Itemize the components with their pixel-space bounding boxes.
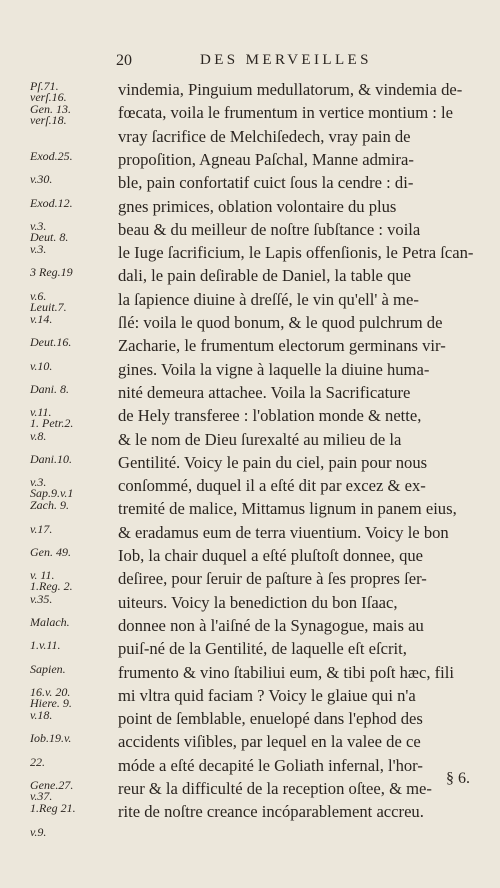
line-text: Gentilité. Voicy le pain du ciel, pain pour nous — [118, 452, 428, 472]
margin-reference-item: v.18. — [30, 708, 53, 723]
margin-reference-item: Hiere. 9. — [30, 695, 72, 710]
margin-reference — [30, 824, 122, 839]
margin-reference — [30, 591, 122, 606]
line-text: point de ſemblable, enuelopé dans l'ephod des — [118, 709, 423, 729]
line-text: beau & du meilleur de noſtre ſubſtance : voila — [118, 219, 421, 239]
line-text: móde a eſté decapité le Goliath infernal, l'hor- — [118, 755, 423, 775]
line-text: vray ſacrifice de Melchiſedech, vray pain de — [118, 126, 411, 146]
margin-reference — [30, 337, 122, 348]
line-text: propoſition, Agneau Paſchal, Manne admira- — [118, 149, 414, 169]
margin-reference — [30, 803, 122, 814]
line-text: de Hely transferee : l'oblation monde & nette, — [118, 406, 422, 426]
margin-reference-item: Sap.9.v.1 — [30, 486, 74, 501]
margin-reference-item: Pſ.71. — [30, 79, 59, 93]
margin-reference-item: v.14. — [30, 312, 53, 326]
margin-reference — [30, 661, 122, 676]
line-text: mi vltra quid faciam ? Voicy le glaiue qui n'a — [118, 685, 416, 705]
line-text: Iob, la chair duquel a eſté pluſtoſt donnee, que — [118, 546, 424, 565]
margin-reference-item: Deut. 8. — [30, 229, 69, 244]
margin-reference-item: Malach. — [30, 614, 70, 629]
line-text: donnee non à l'aiſné de la Synagogue, mais au — [118, 615, 424, 635]
text-line — [0, 754, 500, 779]
margin-reference-item: v.11. — [30, 405, 52, 420]
text-line — [0, 358, 500, 383]
margin-reference — [30, 195, 122, 210]
margin-reference-item: v.37. — [30, 789, 53, 803]
margin-reference-item: verſ.16. — [30, 90, 67, 104]
margin-reference — [30, 244, 122, 255]
margin-reference-item: v.3. — [30, 218, 47, 233]
line-text: frumento & vino ſtabiliui eum, & tibi poſt hæc, fili — [118, 662, 454, 682]
text-line — [0, 544, 500, 569]
margin-reference — [30, 614, 122, 629]
text-line — [0, 451, 500, 476]
text-line — [0, 521, 500, 546]
line-text: puiſ-né de la Gentilité, de laquelle eſt eſcrit, — [118, 639, 407, 659]
text-line — [0, 637, 500, 662]
margin-reference-item: v.8. — [30, 428, 47, 443]
margin-reference-item: verſ.18. — [30, 113, 67, 128]
text-line — [0, 148, 500, 173]
page-header — [0, 48, 500, 76]
text-line — [0, 730, 500, 755]
margin-reference — [30, 381, 122, 396]
margin-reference — [30, 148, 122, 163]
margin-reference-item: Leuit.7. — [30, 299, 67, 314]
margin-reference — [30, 570, 122, 592]
margin-reference-item: v.9. — [30, 824, 47, 839]
text-line — [0, 614, 500, 639]
margin-reference-item: Sapien. — [30, 661, 66, 676]
line-text: gines. Voila la vigne à laquelle la diuine huma- — [118, 359, 430, 379]
line-text: & le nom de Dieu ſurexalté au milieu de la — [118, 429, 402, 449]
margin-reference — [30, 500, 122, 511]
line-text: rite de noſtre creance incóparablement accreu. — [118, 802, 424, 822]
margin-reference — [30, 684, 122, 710]
line-text: Zacharie, le frumentum electorum germinans vir- — [118, 336, 446, 356]
margin-reference — [30, 104, 122, 126]
margin-reference — [30, 81, 122, 103]
line-text: conſommé, duquel il a eſté dit par excez & ex- — [118, 476, 426, 496]
line-text: deſiree, pour ſeruir de paſture à ſes propres ſer- — [118, 569, 427, 589]
margin-reference — [30, 547, 122, 558]
margin-reference-item: 1.Reg. 2. — [30, 579, 73, 594]
margin-reference — [30, 174, 122, 185]
margin-reference — [30, 640, 122, 651]
margin-reference-item: Iob.19.v. — [30, 731, 72, 746]
margin-reference — [30, 314, 122, 325]
line-text: fœcata, voila le frumentum in vertice montium : le — [118, 103, 453, 123]
margin-reference — [30, 780, 122, 802]
margin-reference-item: v.3. — [30, 242, 47, 257]
text-line — [0, 101, 500, 126]
line-text: reur & la difficulté de la reception oſtee, & me- — [118, 779, 432, 798]
margin-reference-item: 22. — [30, 754, 45, 769]
margin-reference — [30, 451, 122, 466]
text-line — [0, 171, 500, 196]
margin-reference-item: v.3. — [30, 475, 47, 490]
text-line — [0, 567, 500, 592]
margin-reference-item: 3 Reg.19 — [30, 265, 73, 280]
margin-reference — [30, 477, 122, 499]
text-line — [0, 334, 500, 359]
text-line — [0, 428, 500, 453]
margin-reference-item: v.35. — [30, 591, 53, 606]
text-line — [0, 591, 500, 616]
margin-reference-item: 1. Petr.2. — [30, 416, 74, 431]
margin-reference — [30, 710, 122, 721]
margin-reference — [30, 218, 122, 244]
text-line — [0, 661, 500, 686]
text-line — [0, 311, 500, 336]
text-line — [0, 195, 500, 220]
margin-reference-item: Gen. 49. — [30, 545, 71, 559]
text-line — [0, 125, 500, 150]
text-line — [0, 218, 500, 243]
margin-reference — [30, 733, 122, 744]
margin-reference-item: v.30. — [30, 172, 53, 187]
text-line — [0, 800, 500, 825]
margin-reference — [30, 754, 122, 769]
margin-reference-item: Dani. 8. — [30, 381, 69, 396]
text-line — [0, 824, 500, 849]
line-text: vindemia, Pinguium medullatorum, & vindemia de- — [118, 80, 463, 99]
margin-reference-item: v.6. — [30, 288, 47, 303]
margin-reference — [30, 288, 122, 314]
line-text: la ſapience diuine à dreſſé, le vin qu'ell' à me- — [118, 289, 419, 309]
text-line — [0, 777, 500, 802]
text-line — [0, 474, 500, 499]
margin-reference-item: 1.v.11. — [30, 638, 61, 653]
margin-reference-item: Deut.16. — [30, 335, 72, 350]
running-title: DES MERVEILLES — [200, 52, 372, 68]
line-text: dali, le pain deſirable de Daniel, la table que — [118, 266, 412, 286]
margin-reference-item: Gen. 13. — [30, 102, 71, 117]
margin-reference-item: Exod.12. — [30, 195, 73, 210]
text-line — [0, 497, 500, 522]
margin-reference — [30, 407, 122, 429]
line-text: accidents viſibles, par lequel en la valee de ce — [118, 732, 421, 752]
margin-reference-item: Zach. 9. — [30, 498, 69, 513]
margin-reference-item: v.10. — [30, 358, 53, 373]
line-text: gnes primices, oblation volontaire du plus — [118, 196, 397, 216]
margin-reference-item: Gene.27. — [30, 778, 74, 792]
margin-reference-item: v.17. — [30, 521, 53, 536]
line-text: uiteurs. Voicy la benediction du bon Iſaac, — [118, 592, 398, 612]
text-line — [0, 241, 500, 266]
margin-reference — [30, 267, 122, 278]
line-text: nité demeura attachee. Voila la Sacrificature — [118, 382, 411, 402]
line-text: le Iuge ſacrificium, le Lapis offenſionis, le Petra ſcan- — [118, 243, 474, 263]
page-number: 20 — [116, 52, 132, 69]
text-line — [0, 264, 500, 289]
margin-reference — [30, 521, 122, 536]
text-line — [0, 707, 500, 732]
margin-reference-item: Exod.25. — [30, 148, 73, 163]
line-text: ſlé: voila le quod bonum, & le quod pulchrum de — [118, 313, 443, 332]
margin-reference — [30, 358, 122, 373]
text-line — [0, 78, 500, 103]
text-line — [0, 684, 500, 709]
margin-reference-item: v. 11. — [30, 568, 55, 583]
margin-reference — [30, 428, 122, 443]
line-text: tremité de malice, Mittamus lignum in panem eius, — [118, 499, 457, 519]
text-line — [0, 404, 500, 429]
margin-reference-item: 1.Reg 21. — [30, 801, 76, 816]
margin-reference-item: 16.v. 20. — [30, 684, 71, 699]
text-line — [0, 288, 500, 313]
line-text: & eradamus eum de terra viuentium. Voicy le bon — [118, 522, 449, 542]
section-mark: § 6. — [446, 770, 470, 787]
text-line — [0, 381, 500, 406]
line-text: ble, pain confortatif cuict ſous la cendre : di- — [118, 173, 414, 193]
margin-reference-item: Dani.10. — [30, 451, 72, 466]
